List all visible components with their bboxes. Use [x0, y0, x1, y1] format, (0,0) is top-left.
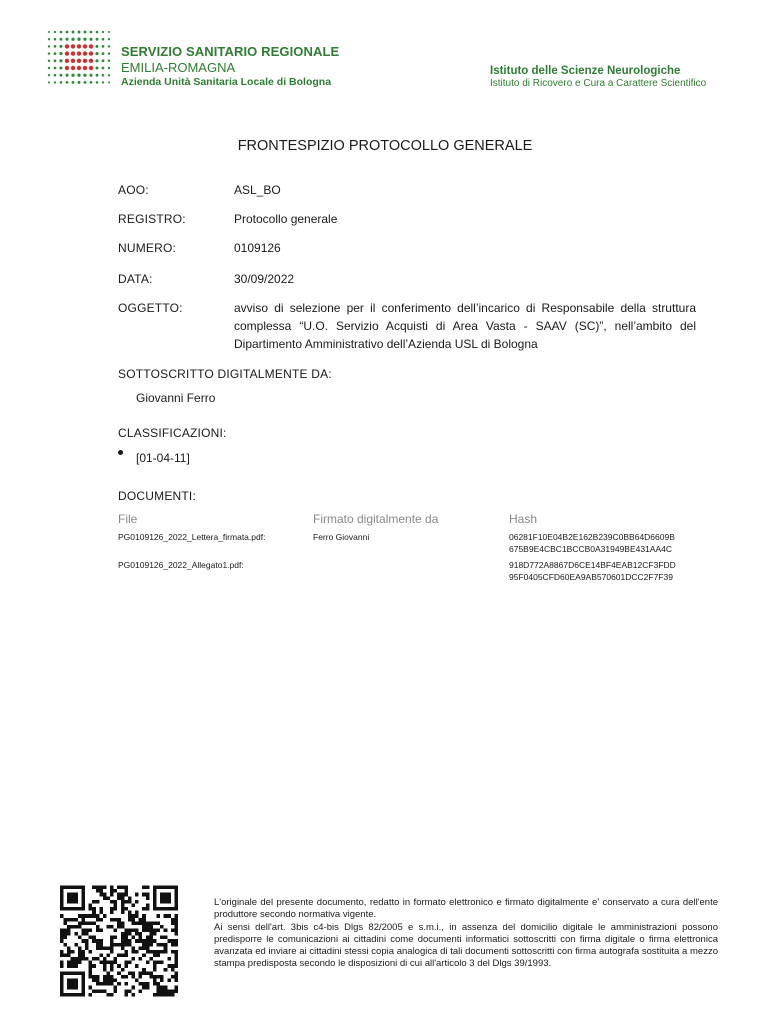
org-name: SERVIZIO SANITARIO REGIONALE [121, 44, 340, 59]
doc-hash-line: 918D772A8867D6CE14BF4EAB12CF3FDD [509, 560, 676, 570]
doc-file-name: PG0109126_2022_Allegato1.pdf: [118, 560, 244, 570]
col-header-hash: Hash [509, 512, 538, 526]
institute-subtitle: Istituto di Ricovero e Cura a Carattere Scientifico [490, 78, 707, 89]
registro-value: Protocollo generale [234, 212, 338, 226]
registro-label: REGISTRO: [118, 212, 186, 226]
aoo-value: ASL_BO [234, 183, 281, 197]
doc-signer: Ferro Giovanni [313, 532, 370, 542]
doc-hash-line: 675B9E4CBC1BCCB0A31949BE431AA4C [509, 544, 673, 554]
data-value: 30/09/2022 [234, 272, 295, 286]
oggetto-label: OGGETTO: [118, 301, 183, 315]
data-label: DATA: [118, 272, 153, 286]
footer-notice [214, 897, 718, 971]
doc-hash [509, 531, 709, 555]
doc-hash-line: 95F0405CFD60EA9AB570601DCC2F7F39 [509, 572, 673, 582]
col-header-signed-by: Firmato digitalmente da [313, 512, 439, 526]
numero-label: NUMERO: [118, 241, 177, 255]
institute-name: Istituto delle Scienze Neurologiche [490, 65, 681, 77]
documents-label: DOCUMENTI: [118, 489, 196, 503]
doc-hash [509, 559, 709, 583]
bullet-icon [118, 450, 123, 455]
numero-value: 0109126 [234, 241, 281, 255]
classification-label: CLASSIFICAZIONI: [118, 426, 227, 440]
qr-code-icon [60, 885, 178, 997]
signature-label: SOTTOSCRITTO DIGITALMENTE DA: [118, 367, 332, 381]
ausl-logo-icon [46, 28, 112, 88]
doc-hash-line: 06281F10E04B2E162B239C0BB64D6609B [509, 532, 675, 542]
classification-item: [01-04-11] [136, 451, 190, 465]
col-header-file: File [118, 512, 138, 526]
org-agency: Azienda Unità Sanitaria Locale di Bologna [121, 76, 332, 88]
page-title: FRONTESPIZIO PROTOCOLLO GENERALE [237, 138, 533, 154]
oggetto-value: avviso di selezione per il conferimento dell’incarico di Responsabile della struttura complessa “U.O. Servizio Acquisti di Area Vasta - SAAV (SC)”, nell’ambito del Dipartimento Amministrativo dell’Azienda USL di Bologna [234, 301, 696, 351]
signer-name: Giovanni Ferro [136, 391, 216, 405]
footer-paragraph: Ai sensi dell'art. 3bis c4-bis Dlgs 82/2005 e s.m.i., in assenza del domicilio digitale le amministrazioni possono predisporre le comunicazioni ai cittadini come documenti informatici sottoscritti con firma digitale o firma elettronica avanzata ed inviare ai cittadini stessi copia analogica di tali documenti sottoscritti con firma autografa sostituita a mezzo stampa predisposta secondo le disposizioni di cui all'articolo 3 del Dlgs 39/1993. [214, 921, 718, 970]
aoo-label: AOO: [118, 183, 149, 197]
doc-file-name: PG0109126_2022_Lettera_firmata.pdf: [118, 532, 266, 542]
org-region: EMILIA-ROMAGNA [121, 60, 236, 75]
footer-paragraph: L'originale del presente documento, redatto in formato elettronico e firmato digitalmente e' conservato a cura dell'ente produttore secondo normativa vigente. [214, 897, 718, 921]
